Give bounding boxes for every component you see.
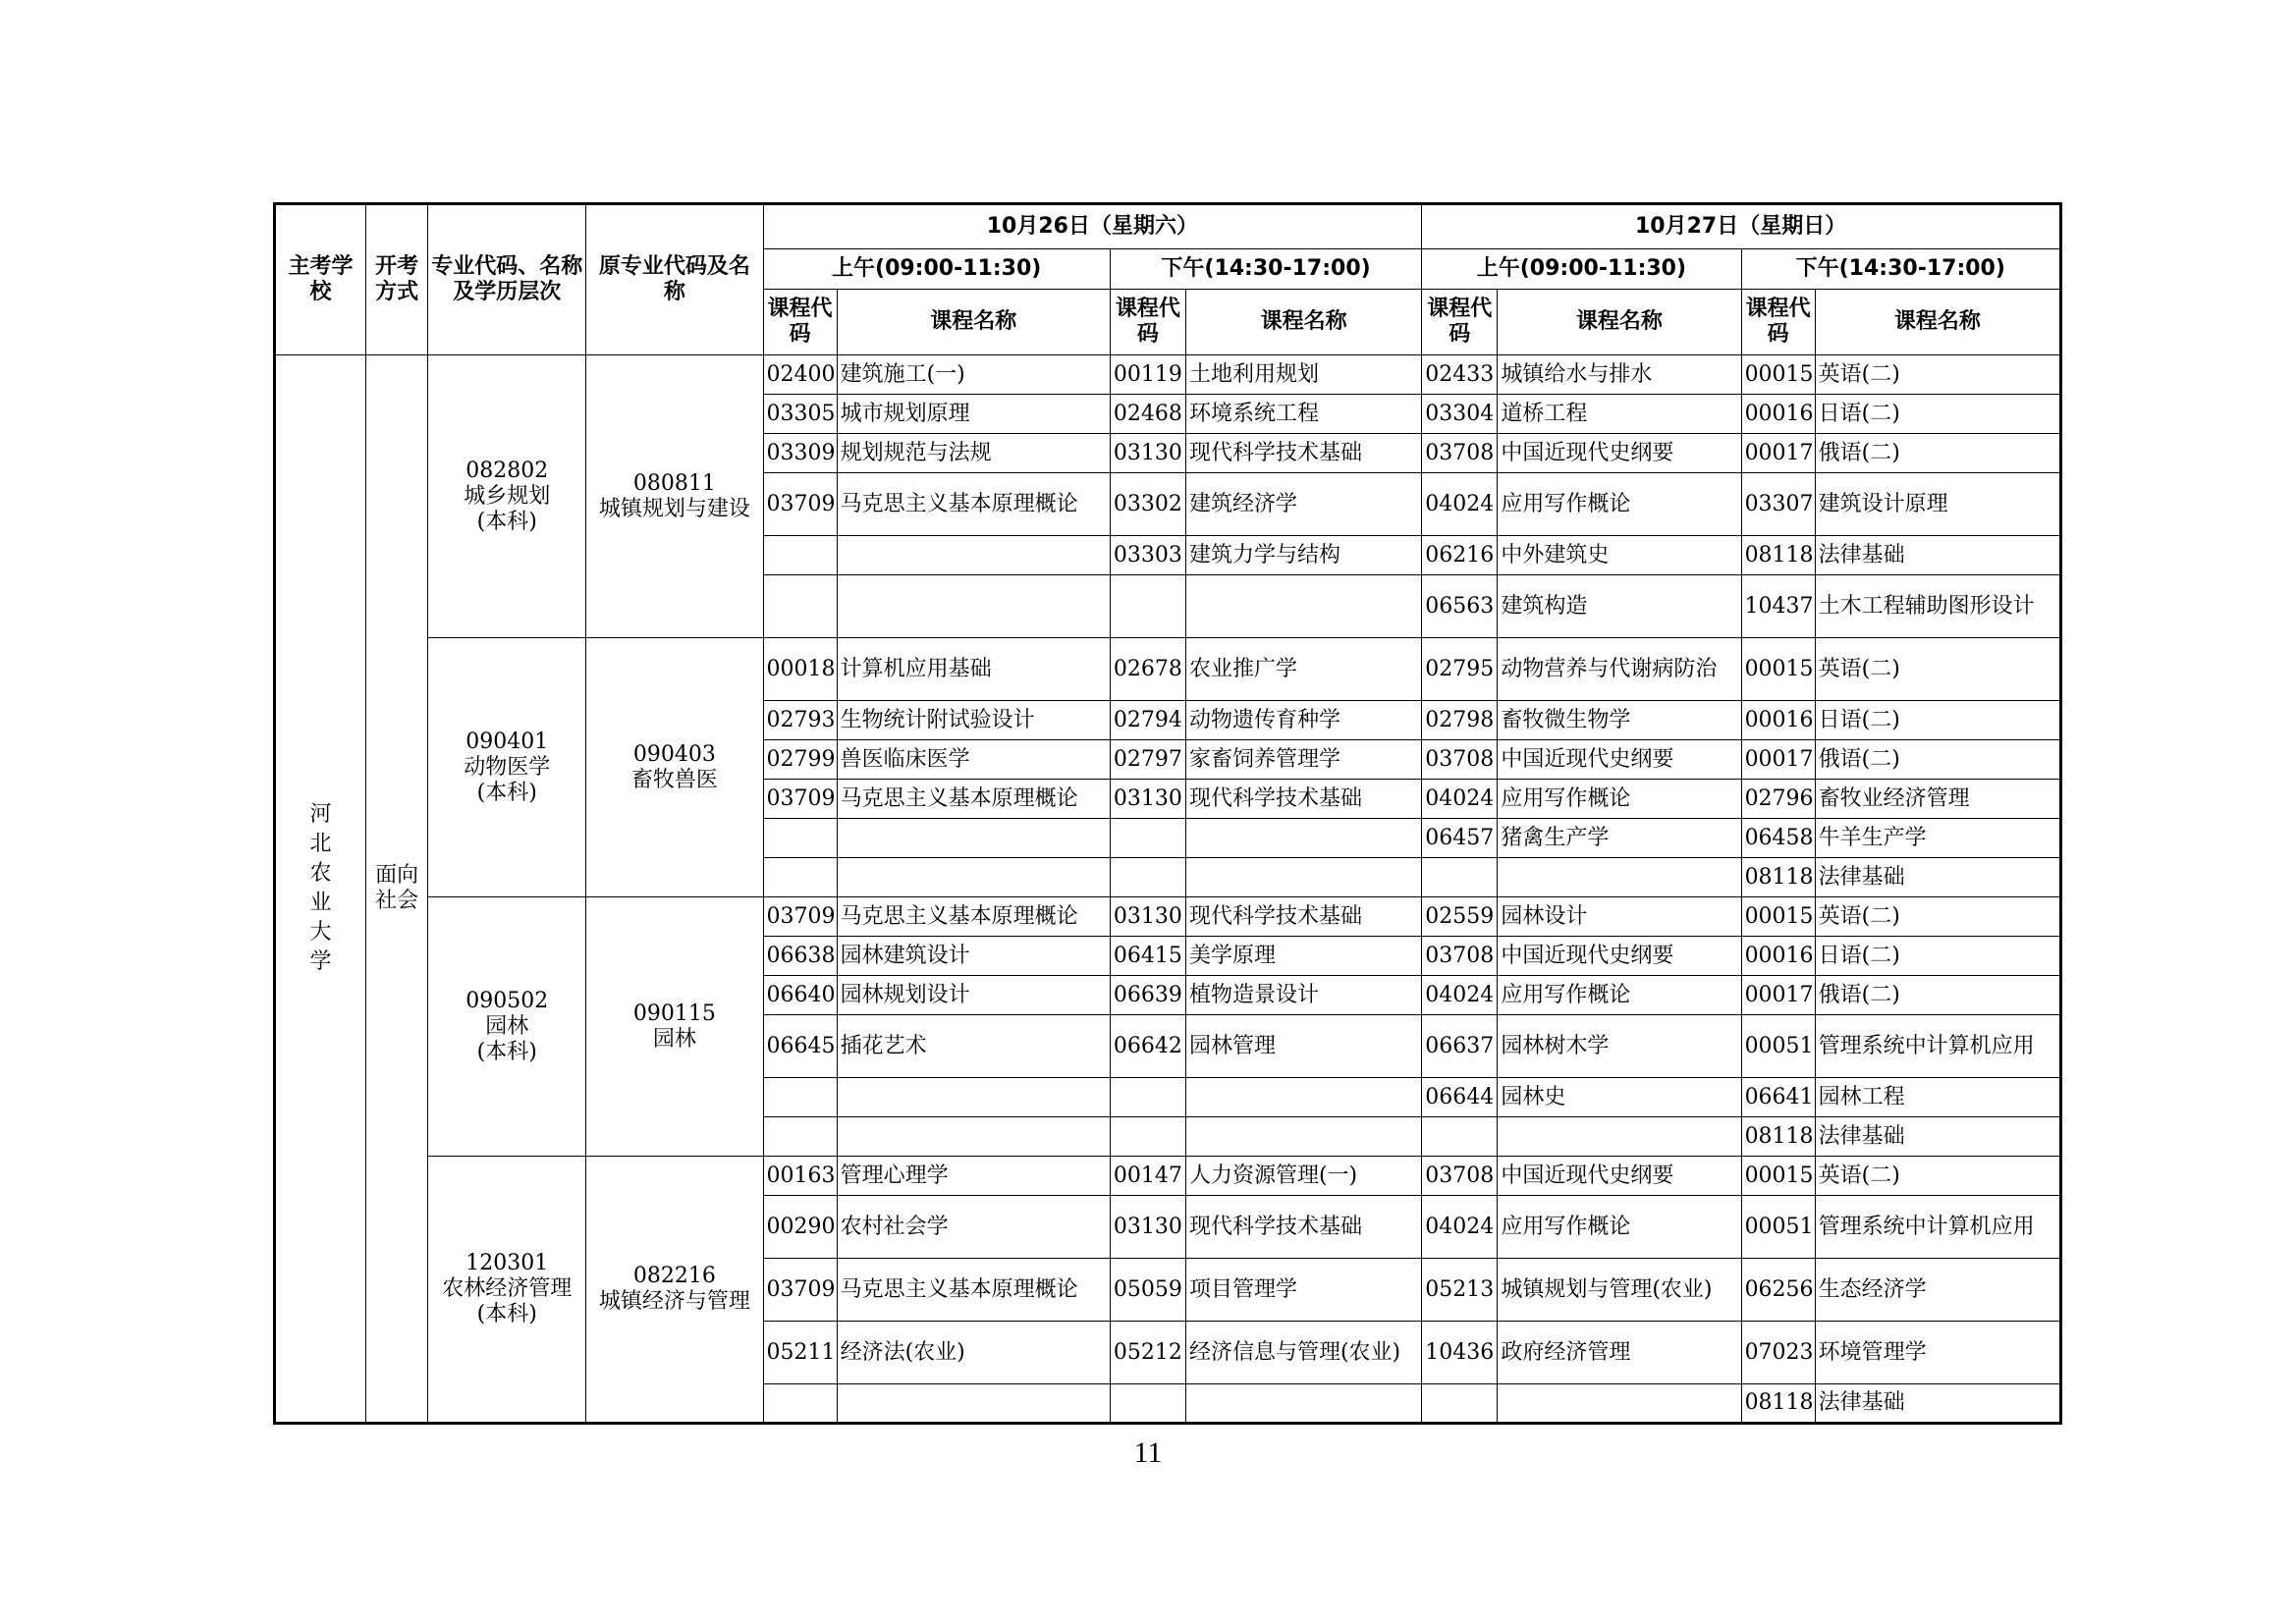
course-name: 园林管理 [1185,1015,1421,1078]
course-name: 应用写作概论 [1498,780,1741,819]
course-code: 03709 [763,473,837,536]
course-name: 管理系统中计算机应用 [1815,1015,2060,1078]
old-major-cell: 090403 畜牧兽医 [586,638,763,897]
course-code: 06645 [763,1015,837,1078]
course-name: 人力资源管理(一) [1185,1157,1421,1196]
course-name: 环境管理学 [1815,1322,2060,1384]
header-code: 课程代码 [1110,290,1185,355]
course-code: 02468 [1110,395,1185,434]
course-code: 03708 [1422,1157,1498,1196]
course-name: 经济法(农业) [837,1322,1110,1384]
course-code: 06640 [763,976,837,1015]
course-name: 植物造景设计 [1185,976,1421,1015]
header-name: 课程名称 [837,290,1110,355]
course-name: 项目管理学 [1185,1259,1421,1322]
course-name: 现代科学技术基础 [1185,780,1421,819]
course-name: 应用写作概论 [1498,976,1741,1015]
course-name: 政府经济管理 [1498,1322,1741,1384]
course-name: 土地利用规划 [1185,355,1421,395]
course-code [763,575,837,638]
course-code: 00016 [1741,937,1815,976]
old-major-cell: 090115 园林 [586,897,763,1157]
course-code: 03130 [1110,1196,1185,1259]
major-cell: 090502 园林 (本科) [428,897,586,1157]
header-day1-pm: 下午(14:30-17:00) [1110,249,1421,290]
course-code [763,1117,837,1157]
course-name: 法律基础 [1815,858,2060,897]
course-name: 马克思主义基本原理概论 [837,780,1110,819]
course-code: 03304 [1422,395,1498,434]
course-code [1110,1117,1185,1157]
course-name [837,819,1110,858]
course-code [763,858,837,897]
course-name: 中国近现代史纲要 [1498,937,1741,976]
course-name: 建筑施工(一) [837,355,1110,395]
course-code [1110,575,1185,638]
course-code: 03708 [1422,434,1498,473]
header-name: 课程名称 [1498,290,1741,355]
course-code: 02433 [1422,355,1498,395]
course-name [1498,858,1741,897]
course-name: 规划规范与法规 [837,434,1110,473]
course-code: 02559 [1422,897,1498,937]
course-name: 插花艺术 [837,1015,1110,1078]
course-code: 03302 [1110,473,1185,536]
course-name [1498,1117,1741,1157]
course-name: 中国近现代史纲要 [1498,434,1741,473]
course-code: 02798 [1422,701,1498,740]
course-name: 园林规划设计 [837,976,1110,1015]
course-code: 06563 [1422,575,1498,638]
header-day2-pm: 下午(14:30-17:00) [1741,249,2060,290]
course-code: 08118 [1741,858,1815,897]
header-mode: 开考方式 [366,204,428,355]
course-name: 建筑经济学 [1185,473,1421,536]
course-code: 00015 [1741,1157,1815,1196]
course-name: 英语(二) [1815,638,2060,701]
course-code: 03709 [763,897,837,937]
course-name: 应用写作概论 [1498,1196,1741,1259]
course-name [1185,575,1421,638]
header-major: 专业代码、名称及学历层次 [428,204,586,355]
course-name: 畜牧业经济管理 [1815,780,2060,819]
course-name: 建筑力学与结构 [1185,536,1421,575]
course-name: 英语(二) [1815,355,2060,395]
course-name: 美学原理 [1185,937,1421,976]
course-code: 00051 [1741,1196,1815,1259]
exam-mode: 面向社会 [366,355,428,1424]
course-code [1422,1117,1498,1157]
course-name: 经济信息与管理(农业) [1185,1322,1421,1384]
course-name [837,1078,1110,1117]
course-code: 03708 [1422,937,1498,976]
course-name: 生物统计附试验设计 [837,701,1110,740]
course-name [1185,1078,1421,1117]
course-name [1185,1117,1421,1157]
course-code: 06256 [1741,1259,1815,1322]
course-name: 园林树木学 [1498,1015,1741,1078]
course-code: 04024 [1422,976,1498,1015]
course-code [763,819,837,858]
table-row [275,897,2061,937]
header-code: 课程代码 [763,290,837,355]
course-code: 06637 [1422,1015,1498,1078]
course-name: 马克思主义基本原理概论 [837,897,1110,937]
course-name: 马克思主义基本原理概论 [837,1259,1110,1322]
course-code: 03307 [1741,473,1815,536]
course-code: 03709 [763,1259,837,1322]
course-name: 英语(二) [1815,1157,2060,1196]
course-code: 03709 [763,780,837,819]
course-name: 应用写作概论 [1498,473,1741,536]
course-code: 03130 [1110,434,1185,473]
course-name [1185,819,1421,858]
course-code [1110,1078,1185,1117]
course-code: 04024 [1422,780,1498,819]
course-code: 05212 [1110,1322,1185,1384]
course-name: 中外建筑史 [1498,536,1741,575]
major-cell: 090401 动物医学 (本科) [428,638,586,897]
course-name [837,536,1110,575]
course-name: 园林史 [1498,1078,1741,1117]
course-name: 环境系统工程 [1185,395,1421,434]
old-major-cell: 082216 城镇经济与管理 [586,1157,763,1424]
course-code: 08118 [1741,536,1815,575]
course-name [837,858,1110,897]
page-number: 11 [1133,1436,1163,1469]
course-name: 建筑设计原理 [1815,473,2060,536]
course-name: 英语(二) [1815,897,2060,937]
table-row [275,355,2061,395]
course-name: 家畜饲养管理学 [1185,740,1421,780]
course-code: 06458 [1741,819,1815,858]
course-code: 05211 [763,1322,837,1384]
course-name: 日语(二) [1815,937,2060,976]
header-name: 课程名称 [1815,290,2060,355]
course-code [1422,858,1498,897]
course-code: 00119 [1110,355,1185,395]
course-name: 园林设计 [1498,897,1741,937]
header-day1: 10月26日（星期六） [763,204,1422,249]
course-code: 03309 [763,434,837,473]
course-name: 城镇给水与排水 [1498,355,1741,395]
table-row [275,1157,2061,1196]
course-code: 00015 [1741,355,1815,395]
course-name: 中国近现代史纲要 [1498,1157,1741,1196]
course-name: 计算机应用基础 [837,638,1110,701]
course-code: 03130 [1110,897,1185,937]
course-code: 06644 [1422,1078,1498,1117]
course-name: 城市规划原理 [837,395,1110,434]
course-code: 00163 [763,1157,837,1196]
course-code: 06641 [1741,1078,1815,1117]
course-name: 园林工程 [1815,1078,2060,1117]
course-name [1185,1384,1421,1424]
course-name: 生态经济学 [1815,1259,2060,1322]
course-code: 00147 [1110,1157,1185,1196]
course-name: 法律基础 [1815,1384,2060,1424]
header-name: 课程名称 [1185,290,1421,355]
course-name [1185,858,1421,897]
course-code: 08118 [1741,1384,1815,1424]
old-major-cell: 080811 城镇规划与建设 [586,355,763,638]
course-code [1110,858,1185,897]
course-code: 04024 [1422,1196,1498,1259]
course-code: 02400 [763,355,837,395]
course-name: 农村社会学 [837,1196,1110,1259]
course-code: 02796 [1741,780,1815,819]
course-name: 现代科学技术基础 [1185,897,1421,937]
course-name: 管理系统中计算机应用 [1815,1196,2060,1259]
course-code: 08118 [1741,1117,1815,1157]
course-code: 06639 [1110,976,1185,1015]
course-code [1422,1384,1498,1424]
course-name: 道桥工程 [1498,395,1741,434]
course-name: 猪禽生产学 [1498,819,1741,858]
major-cell: 120301 农林经济管理 (本科) [428,1157,586,1424]
course-code: 00015 [1741,638,1815,701]
course-name: 日语(二) [1815,701,2060,740]
course-code [1110,1384,1185,1424]
header-code: 课程代码 [1422,290,1498,355]
course-code: 00051 [1741,1015,1815,1078]
course-code: 00017 [1741,740,1815,780]
course-name [1498,1384,1741,1424]
course-name: 城镇规划与管理(农业) [1498,1259,1741,1322]
course-name: 俄语(二) [1815,976,2060,1015]
course-code: 06638 [763,937,837,976]
course-code: 06642 [1110,1015,1185,1078]
course-name: 动物营养与代谢病防治 [1498,638,1741,701]
course-name: 动物遗传育种学 [1185,701,1421,740]
course-name: 农业推广学 [1185,638,1421,701]
course-name [837,1117,1110,1157]
school-name: 河 北 农 业 大 学 [275,355,366,1424]
course-code: 02794 [1110,701,1185,740]
course-code: 00016 [1741,395,1815,434]
course-name: 中国近现代史纲要 [1498,740,1741,780]
course-code: 06415 [1110,937,1185,976]
course-code: 10436 [1422,1322,1498,1384]
course-name: 现代科学技术基础 [1185,1196,1421,1259]
course-code: 06216 [1422,536,1498,575]
course-code: 02799 [763,740,837,780]
exam-schedule-table [273,202,2062,1425]
course-name: 园林建筑设计 [837,937,1110,976]
header-day1-am: 上午(09:00-11:30) [763,249,1110,290]
header-day2-am: 上午(09:00-11:30) [1422,249,1741,290]
course-name: 俄语(二) [1815,740,2060,780]
course-code: 00290 [763,1196,837,1259]
course-code: 02793 [763,701,837,740]
course-code [763,1078,837,1117]
course-code: 00016 [1741,701,1815,740]
course-name: 兽医临床医学 [837,740,1110,780]
course-code: 03305 [763,395,837,434]
course-code: 03130 [1110,780,1185,819]
course-code [1110,819,1185,858]
course-code: 02795 [1422,638,1498,701]
schedule-body [275,355,2061,1424]
major-cell: 082802 城乡规划 (本科) [428,355,586,638]
course-code: 05213 [1422,1259,1498,1322]
course-name: 土木工程辅助图形设计 [1815,575,2060,638]
course-code: 03708 [1422,740,1498,780]
course-code: 00017 [1741,434,1815,473]
course-code: 03303 [1110,536,1185,575]
course-name: 现代科学技术基础 [1185,434,1421,473]
course-name: 马克思主义基本原理概论 [837,473,1110,536]
course-code: 10437 [1741,575,1815,638]
course-name: 日语(二) [1815,395,2060,434]
course-code: 07023 [1741,1322,1815,1384]
course-code [763,1384,837,1424]
course-name: 法律基础 [1815,1117,2060,1157]
course-code: 05059 [1110,1259,1185,1322]
course-name [837,1384,1110,1424]
course-name: 法律基础 [1815,536,2060,575]
course-code: 02797 [1110,740,1185,780]
table-row [275,638,2061,701]
course-name [837,575,1110,638]
course-code: 00015 [1741,897,1815,937]
course-name: 畜牧微生物学 [1498,701,1741,740]
course-name: 建筑构造 [1498,575,1741,638]
course-code: 06457 [1422,819,1498,858]
course-name: 俄语(二) [1815,434,2060,473]
course-code: 00018 [763,638,837,701]
course-code [763,536,837,575]
course-code: 04024 [1422,473,1498,536]
course-name: 管理心理学 [837,1157,1110,1196]
course-code: 02678 [1110,638,1185,701]
course-code: 00017 [1741,976,1815,1015]
header-old-major: 原专业代码及名称 [586,204,763,355]
header-code: 课程代码 [1741,290,1815,355]
course-name: 牛羊生产学 [1815,819,2060,858]
header-day2: 10月27日（星期日） [1422,204,2061,249]
header-school: 主考学校 [275,204,366,355]
